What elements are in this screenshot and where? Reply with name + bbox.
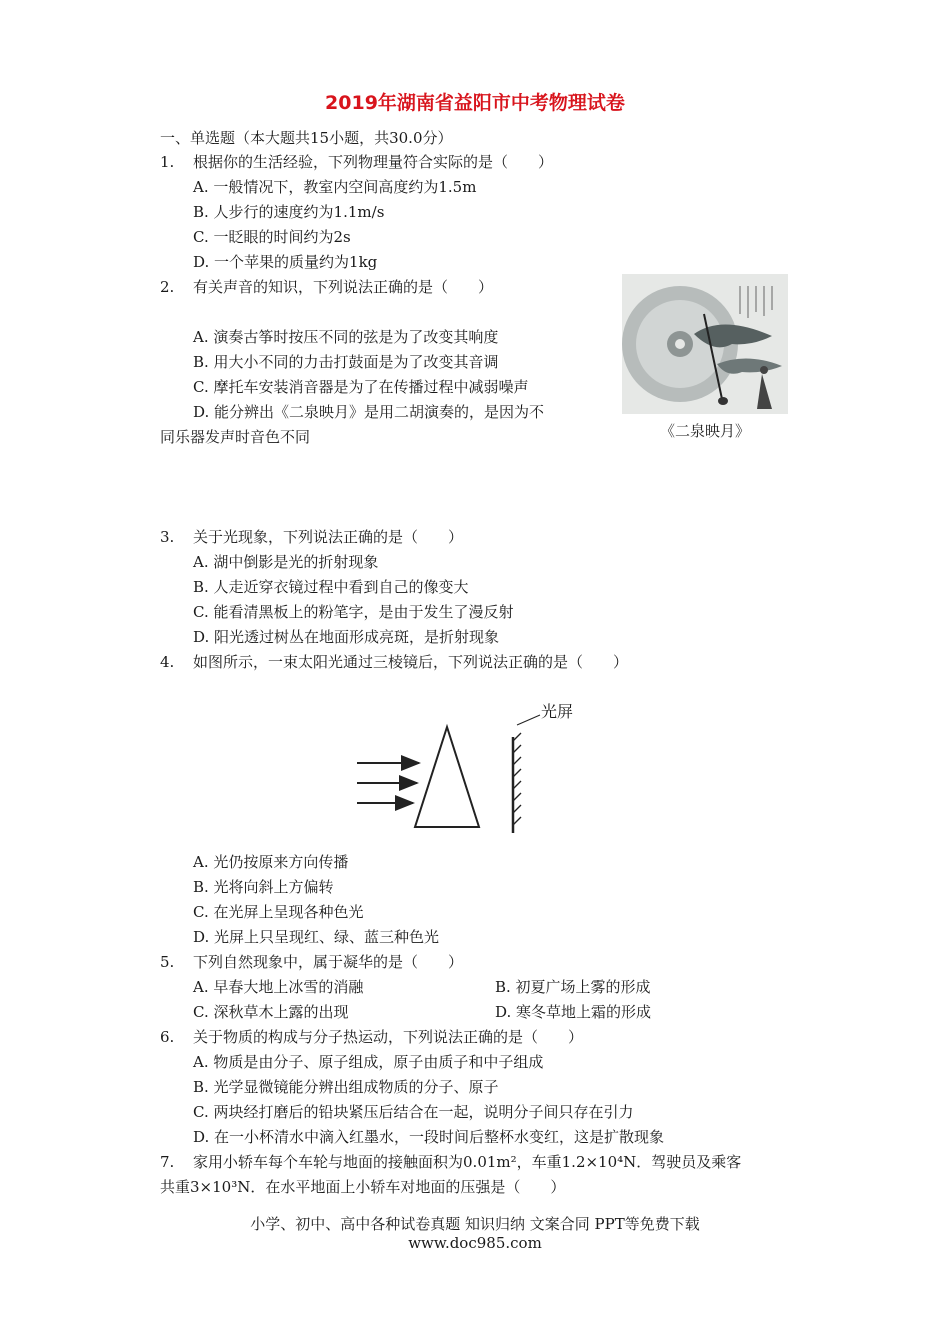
question-5-option-c: C. 深秋草木上露的出现 [193, 1003, 349, 1021]
question-5-option-b: B. 初夏广场上雾的形成 [495, 978, 651, 996]
album-cover-figure [622, 274, 788, 444]
question-2-option-a: A. 演奏古筝时按压不同的弦是为了改变其响度 [193, 328, 499, 346]
question-3-option-b: B. 人走近穿衣镜过程中看到自己的像变大 [193, 578, 469, 596]
question-4-stem: 如图所示，一束太阳光通过三棱镜后，下列说法正确的是（ ） [193, 653, 629, 671]
question-1-option-c: C. 一眨眼的时间约为2s [193, 228, 351, 246]
prism-diagram [355, 697, 605, 841]
page-title: 2019年湖南省益阳市中考物理试卷 [325, 92, 625, 114]
question-1-option-a: A. 一般情况下，教室内空间高度约为1.5m [193, 178, 477, 196]
question-3-option-d: D. 阳光透过树丛在地面形成亮斑，是折射现象 [193, 628, 500, 646]
question-3-stem: 关于光现象，下列说法正确的是（ ） [193, 528, 464, 546]
question-3-option-c: C. 能看清黑板上的粉笔字，是由于发生了漫反射 [193, 603, 514, 621]
question-1-stem: 根据你的生活经验，下列物理量符合实际的是（ ） [193, 153, 554, 171]
question-6-option-a: A. 物质是由分子、原子组成，原子由质子和中子组成 [193, 1053, 544, 1071]
question-4-option-a: A. 光仍按原来方向传播 [193, 853, 349, 871]
question-4-number: 4. [160, 653, 175, 671]
album-caption: 《二泉映月》 [659, 422, 750, 440]
question-7-stem-continued: 共重3×10³N．在水平地面上小轿车对地面的压强是（ ） [160, 1178, 566, 1196]
question-5-option-d: D. 寒冬草地上霜的形成 [495, 1003, 652, 1021]
question-6-stem: 关于物质的构成与分子热运动，下列说法正确的是（ ） [193, 1028, 584, 1046]
question-6-number: 6. [160, 1028, 175, 1046]
question-1-option-d: D. 一个苹果的质量约为1kg [193, 253, 378, 271]
footer-link[interactable]: www.doc985.com [408, 1234, 542, 1252]
question-4-option-b: B. 光将向斜上方偏转 [193, 878, 334, 896]
question-7-stem: 家用小轿车每个车轮与地面的接触面积为0.01m²，车重1.2×10⁴N．驾驶员及乘客 [193, 1153, 742, 1171]
section-heading: 一、单选题（本大题共15小题，共30.0分） [160, 129, 453, 147]
question-6-option-c: C. 两块经打磨后的铅块紧压后结合在一起，说明分子间只存在引力 [193, 1103, 634, 1121]
question-4-option-c: C. 在光屏上呈现各种色光 [193, 903, 364, 921]
question-7-number: 7. [160, 1153, 175, 1171]
question-1-option-b: B. 人步行的速度约为1.1m/s [193, 203, 385, 221]
question-2-stem: 有关声音的知识，下列说法正确的是（ ） [193, 278, 494, 296]
question-2-option-b: B. 用大小不同的力击打鼓面是为了改变其音调 [193, 353, 499, 371]
question-2-number: 2. [160, 278, 175, 296]
question-2-option-c: C. 摩托车安装消音器是为了在传播过程中减弱噪声 [193, 378, 529, 396]
question-6-option-b: B. 光学显微镜能分辨出组成物质的分子、原子 [193, 1078, 499, 1096]
question-3-option-a: A. 湖中倒影是光的折射现象 [193, 553, 379, 571]
question-1-number: 1. [160, 153, 175, 171]
question-4-option-d: D. 光屏上只呈现红、绿、蓝三种色光 [193, 928, 440, 946]
question-5-option-a: A. 早春大地上冰雪的消融 [193, 978, 364, 996]
question-2-option-d: D. 能分辨出《二泉映月》是用二胡演奏的，是因为不 [193, 403, 545, 421]
footer-text: 小学、初中、高中各种试卷真题 知识归纳 文案合同 PPT等免费下载 [250, 1215, 700, 1233]
question-2-option-d-continued: 同乐器发声时音色不同 [160, 428, 311, 446]
question-6-option-d: D. 在一小杯清水中滴入红墨水，一段时间后整杯水变红，这是扩散现象 [193, 1128, 665, 1146]
question-3-number: 3. [160, 528, 175, 546]
screen-label: 光屏 [541, 702, 574, 721]
question-5-number: 5. [160, 953, 175, 971]
question-5-stem: 下列自然现象中，属于凝华的是（ ） [193, 953, 464, 971]
